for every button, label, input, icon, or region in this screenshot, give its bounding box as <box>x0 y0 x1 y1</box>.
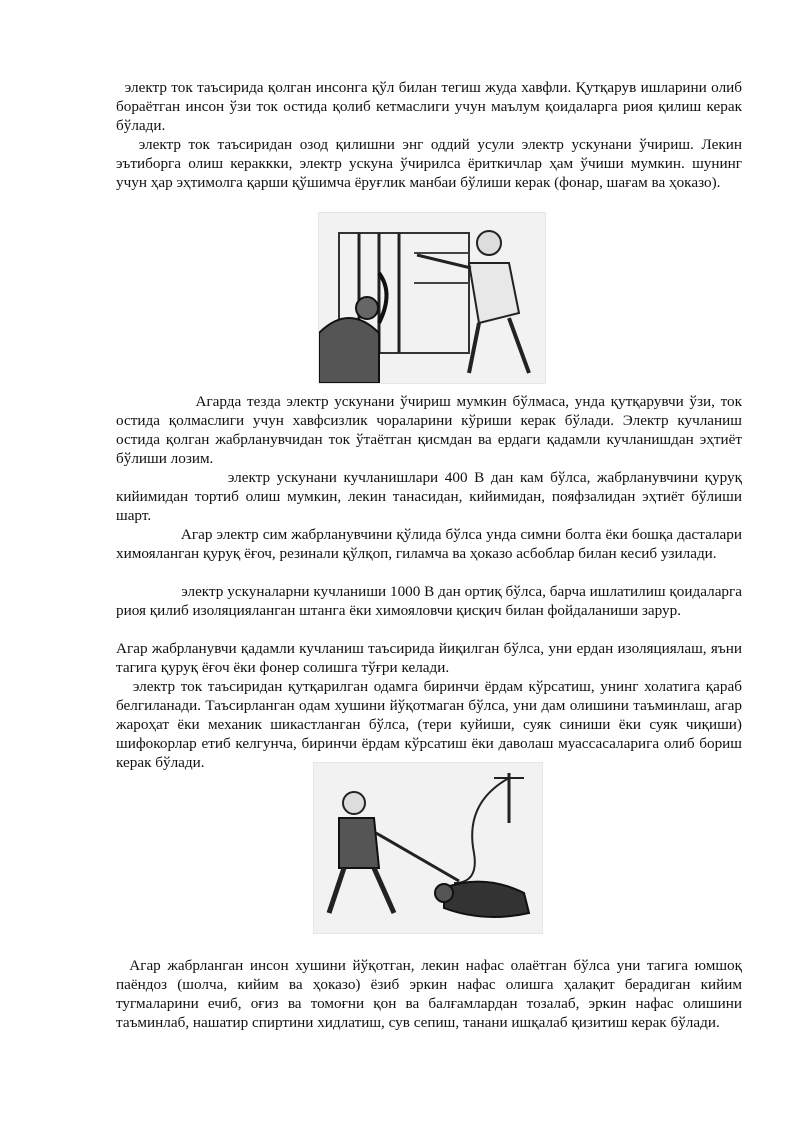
rescuer-pulling-wire-with-insulated-rod-illustration <box>313 762 543 934</box>
paragraph-1: электр ток таъсирида қолган инсонга қўл билан тегиш жуда хавфли. Қутқарув ишларини олиб бораётган инсон ўзи ток остида қолиб кетмаслиги учун маълум қоидаларга риоя қилиш керак бўлади. <box>116 79 742 134</box>
paragraph-8: электр ток таъсиридан қутқарилган одамга биринчи ёрдам кўрсатиш, унинг холатига қараб белгиланади. Таъсирланган одам хушини йўқотмаган бўлса, уни дам олишини таъминлаш, агар жароҳат ёки механик шикастланган бўлса, (тери куйиши, суяк синиши ёки суяк чиқиши) шифокорлар етиб келгунча, биринчи ёрдам кўрсатиш ёки даволаш муассасаларига олиб бориш керак бўлади. <box>116 678 742 771</box>
paragraph-6: электр ускуналарни кучланиши 1000 В дан ортиқ бўлса, барча ишлатилиш қоидаларга риоя қилиб изоляцияланган штанга ёки химояловчи қисқич билан фойдаланиши зарур. <box>116 583 742 619</box>
paragraph-7: Агар жабрланувчи қадамли кучланиш таъсирида йиқилган бўлса, уни ердан изоляциялаш, яъни тагига қуруқ ёғоч ёки фонер солишга тўғри келади. <box>116 640 742 676</box>
paragraph-2: электр ток таъсиридан озод қилишни энг оддий усули электр ускунани ўчириш. Лекин эътиборга олиш кераккки, электр ускуна ўчирилса ёриткичлар ҳам ўчиши мумкин. шунинг учун ҳар эҳтимолга қарши қўшимча ёруғлик манбаи бўлиши керак (фонар, шағам ва ҳоказо). <box>116 136 742 191</box>
paragraph-9: Агар жабрланган инсон хушини йўқотган, лекин нафас олаётган бўлса уни тагига юмшоқ паёндоз (шолча, кийим ва ҳоказо) ёзиб эркин нафас олишга ҳалақит берадиган кийим тугмаларини ечиб, оғиз ва томоғни қон ва балғамлардан тозалаб, эркин нафас олишини таъминлаб, нашатир спиртини хидлатиш, сув сепиш, танани ишқалаб қизитиш керак бўлади. <box>116 957 742 1031</box>
paragraph-3: Агарда тезда электр ускунани ўчириш мумкин бўлмаса, унда қутқарувчи ўзи, ток остида қолмаслиги учун хавфсизлик чораларини кўриши керак бўлади. Электр кучланиш остида қолган жабрланувчидан ток ўтаётган қисмдан ва ердаги қадамли кучланишдан эҳтиёт бўлиши лозим. <box>116 393 742 467</box>
illustration-2-drawing <box>314 763 542 933</box>
paragraph-5: Агар электр сим жабрланувчини қўлида бўлса унда симни болта ёки бошқа дасталари химояланган қуруқ ёғоч, резинали қўлқоп, гиламча ва ҳоказо асбоблар билан кесиб узилади. <box>116 526 742 562</box>
rescuer-switching-off-electrical-panel-illustration <box>318 212 546 384</box>
illustration-1-drawing <box>319 213 545 383</box>
paragraph-4: электр ускунани кучланишлари 400 В дан кам бўлса, жабрланувчини қуруқ кийимидан тортиб олиш мумкин, лекин танасидан, кийимидан, пояфзалидан эҳтиёт бўлиши шарт. <box>116 469 742 524</box>
